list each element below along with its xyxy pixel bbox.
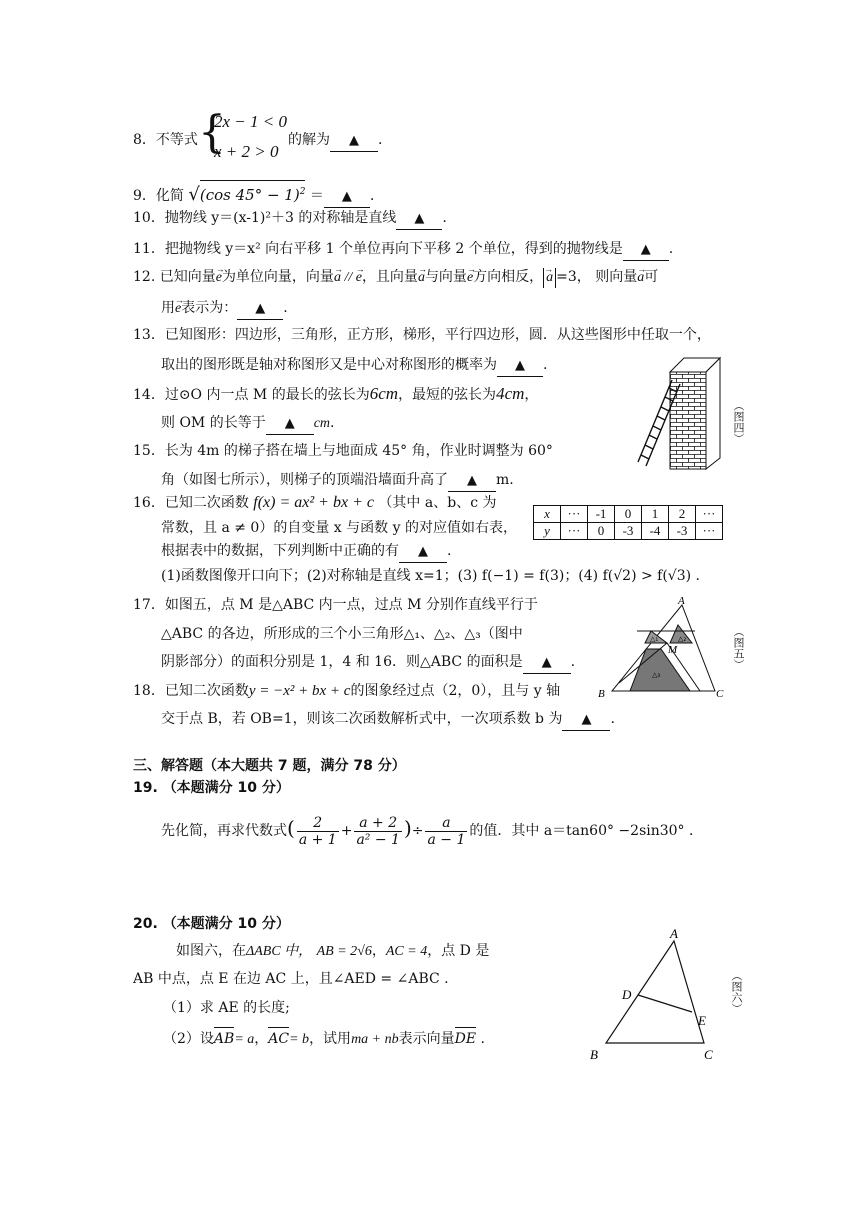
q10-answer-blank: ▲ (396, 209, 442, 230)
q8-ineq2: x + 2 > 0 (214, 142, 279, 161)
q15-line2: 角（如图七所示），则梯子的顶端沿墙面升高了 ▲ m. (161, 470, 514, 492)
q20-heading: 20. （本题满分 10 分） (133, 916, 290, 932)
table-cell: ··· (696, 523, 723, 540)
q15-line1: 15．长为 4m 的梯子搭在墙上与地面成 45° 角，作业时调整为 60° (133, 443, 553, 459)
figure-5-label: （图五） (732, 626, 745, 670)
q20-part1: （1）求 AE 的长度; (163, 1000, 290, 1016)
q16-line4: (1)函数图像开口向下；(2)对称轴是直线 x=1；(3) f(−1) = f(3)；(4) f(√2) > f(√3) . (161, 568, 700, 584)
figure-4-wall-ladder (628, 354, 728, 470)
table-cell: 1 (642, 506, 669, 523)
wall-front (670, 372, 706, 469)
table-cell: y (534, 523, 561, 540)
q13-line2: 取出的图形既是轴对称图形又是中心对称图形的概率为 ▲ . (161, 355, 547, 377)
q20-line2: AB 中点，点 E 在边 AC 上，且∠AED = ∠ABC . (133, 971, 449, 987)
q14-line1: 14．过⊙O 内一点 M 的最长的弦长为6cm，最短的弦长为4cm， (133, 384, 539, 403)
q16-line2: 常数，且 a ≠ 0）的自变量 x 与函数 y 的对应值如右表， (161, 520, 517, 536)
label-c: C (716, 688, 724, 700)
q8-suffix: 的解为 ▲ . (288, 130, 382, 152)
q12-line1: 12. 已知向量→ e为单位向量，向量→ a // → e，且向量→ a与向量→ e方向相反，→ a =3， 则向量→ a可 (133, 267, 658, 288)
q8-answer-blank: ▲ (330, 131, 378, 152)
label-e: E (698, 1013, 706, 1028)
table-cell: 0 (615, 506, 642, 523)
label-t1: △₁ (650, 635, 659, 643)
table-cell: -4 (642, 523, 669, 540)
table-cell: -1 (588, 506, 615, 523)
value-table (533, 505, 723, 540)
q16-answer-blank: ▲ (399, 542, 447, 563)
figure-4-label: （图四） (732, 400, 745, 444)
sqrt-icon: √ (188, 184, 200, 205)
label-b: B (598, 688, 605, 700)
q17-line2: △ABC 的各边，所形成的三个小三角形△₁、△₂、△₃（图中 (161, 626, 523, 642)
table-cell: ··· (561, 523, 588, 540)
label-t2: △₂ (678, 635, 687, 643)
q17-answer-blank: ▲ (523, 653, 571, 674)
figure-6-label: （图六） (730, 970, 743, 1014)
q14-answer-blank: ▲ (266, 414, 314, 435)
table-row (534, 506, 723, 523)
q13-answer-blank: ▲ (497, 356, 543, 377)
q16-line1: 16．已知二次函数 f(x) = ax² + bx + c （其中 a、b、c 为 (133, 494, 497, 511)
q20-line1: 如图六，在ΔABC 中， AB = 2√6，AC = 4，点 D 是 (176, 943, 490, 959)
label-a: A (670, 926, 678, 941)
label-m: M (668, 644, 678, 656)
figure-5-triangle (590, 595, 730, 701)
q8-brace: { (198, 107, 226, 158)
figure-6-triangle (584, 925, 724, 1067)
table-row (534, 523, 723, 540)
table-cell: ··· (561, 506, 588, 523)
triangle-abc (606, 941, 704, 1043)
q18-answer-blank: ▲ (562, 710, 610, 731)
table-cell: -3 (669, 523, 696, 540)
label-a: A (678, 595, 685, 607)
q19-heading: 19. （本题满分 10 分） (133, 780, 290, 796)
label-c: C (704, 1047, 713, 1062)
wall-side (706, 358, 720, 469)
q9-answer-blank: ▲ (324, 187, 370, 208)
q14-line2: 则 OM 的长等于 ▲ cm. (161, 413, 335, 435)
table-cell: 2 (669, 506, 696, 523)
table-cell: -3 (615, 523, 642, 540)
label-d: D (622, 987, 632, 1002)
q11-answer-blank: ▲ (623, 240, 669, 261)
q8-number: 8．不等式 (133, 132, 198, 148)
table-cell: ··· (696, 506, 723, 523)
table-cell: 0 (588, 523, 615, 540)
q12-line2: 用→ e表示为： ▲ . (161, 298, 288, 320)
q11: 11．把抛物线 y＝x² 向右平移 1 个单位再向下平移 2 个单位，得到的抛物线是 ▲ . (133, 239, 673, 261)
table-cell: x (534, 506, 561, 523)
label-t3: △₃ (652, 671, 661, 679)
q9: 9．化简 √(cos 45° − 1)$^2$ ＝ ▲ . (133, 180, 374, 208)
segment-de (638, 995, 692, 1012)
q13-line1: 13．已知图形：四边形，三角形，正方形，梯形，平行四边形，圆．从这些图形中任取一个， (133, 327, 711, 343)
q8-ineq1: 2x − 1 < 0 (214, 112, 287, 131)
q20-part2: （2）设AB= a，AC= b，试用ma + nb表示向量DE . (163, 1027, 485, 1050)
q18-line1: 18．已知二次函数y = −x² + bx + c的图象经过点（2，0），且与 y 轴 (133, 683, 561, 699)
q15-answer-blank: ▲ (448, 471, 496, 492)
q17-line3: 阴影部分）的面积分别是 1，4 和 16．则△ABC 的面积是 ▲ . (161, 652, 575, 674)
q18-line2: 交于点 B，若 OB=1，则该二次函数解析式中，一次项系数 b 为 ▲ . (161, 709, 615, 731)
q10: 10．抛物线 y＝(x-1)²＋3 的对称轴是直线 ▲ . (133, 208, 447, 230)
q16-line3: 根据表中的数据，下列判断中正确的有 ▲ . (161, 541, 451, 563)
section-3-heading: 三、解答题（本大题共 7 题，满分 78 分） (133, 758, 406, 774)
q17-line1: 17．如图五，点 M 是△ABC 内一点，过点 M 分别作直线平行于 (133, 597, 538, 613)
q12-answer-blank: ▲ (237, 299, 283, 320)
q19-body: 先化简，再求代数式( $\frac{2}{a + 1}$ + $\frac{a + 2}{\text{a² − 1}}$ )÷ $\frac{a}{a - 1}$ 的值．其中 a＝tan60° −2sin30° ． (161, 814, 704, 848)
label-b: B (590, 1047, 598, 1062)
